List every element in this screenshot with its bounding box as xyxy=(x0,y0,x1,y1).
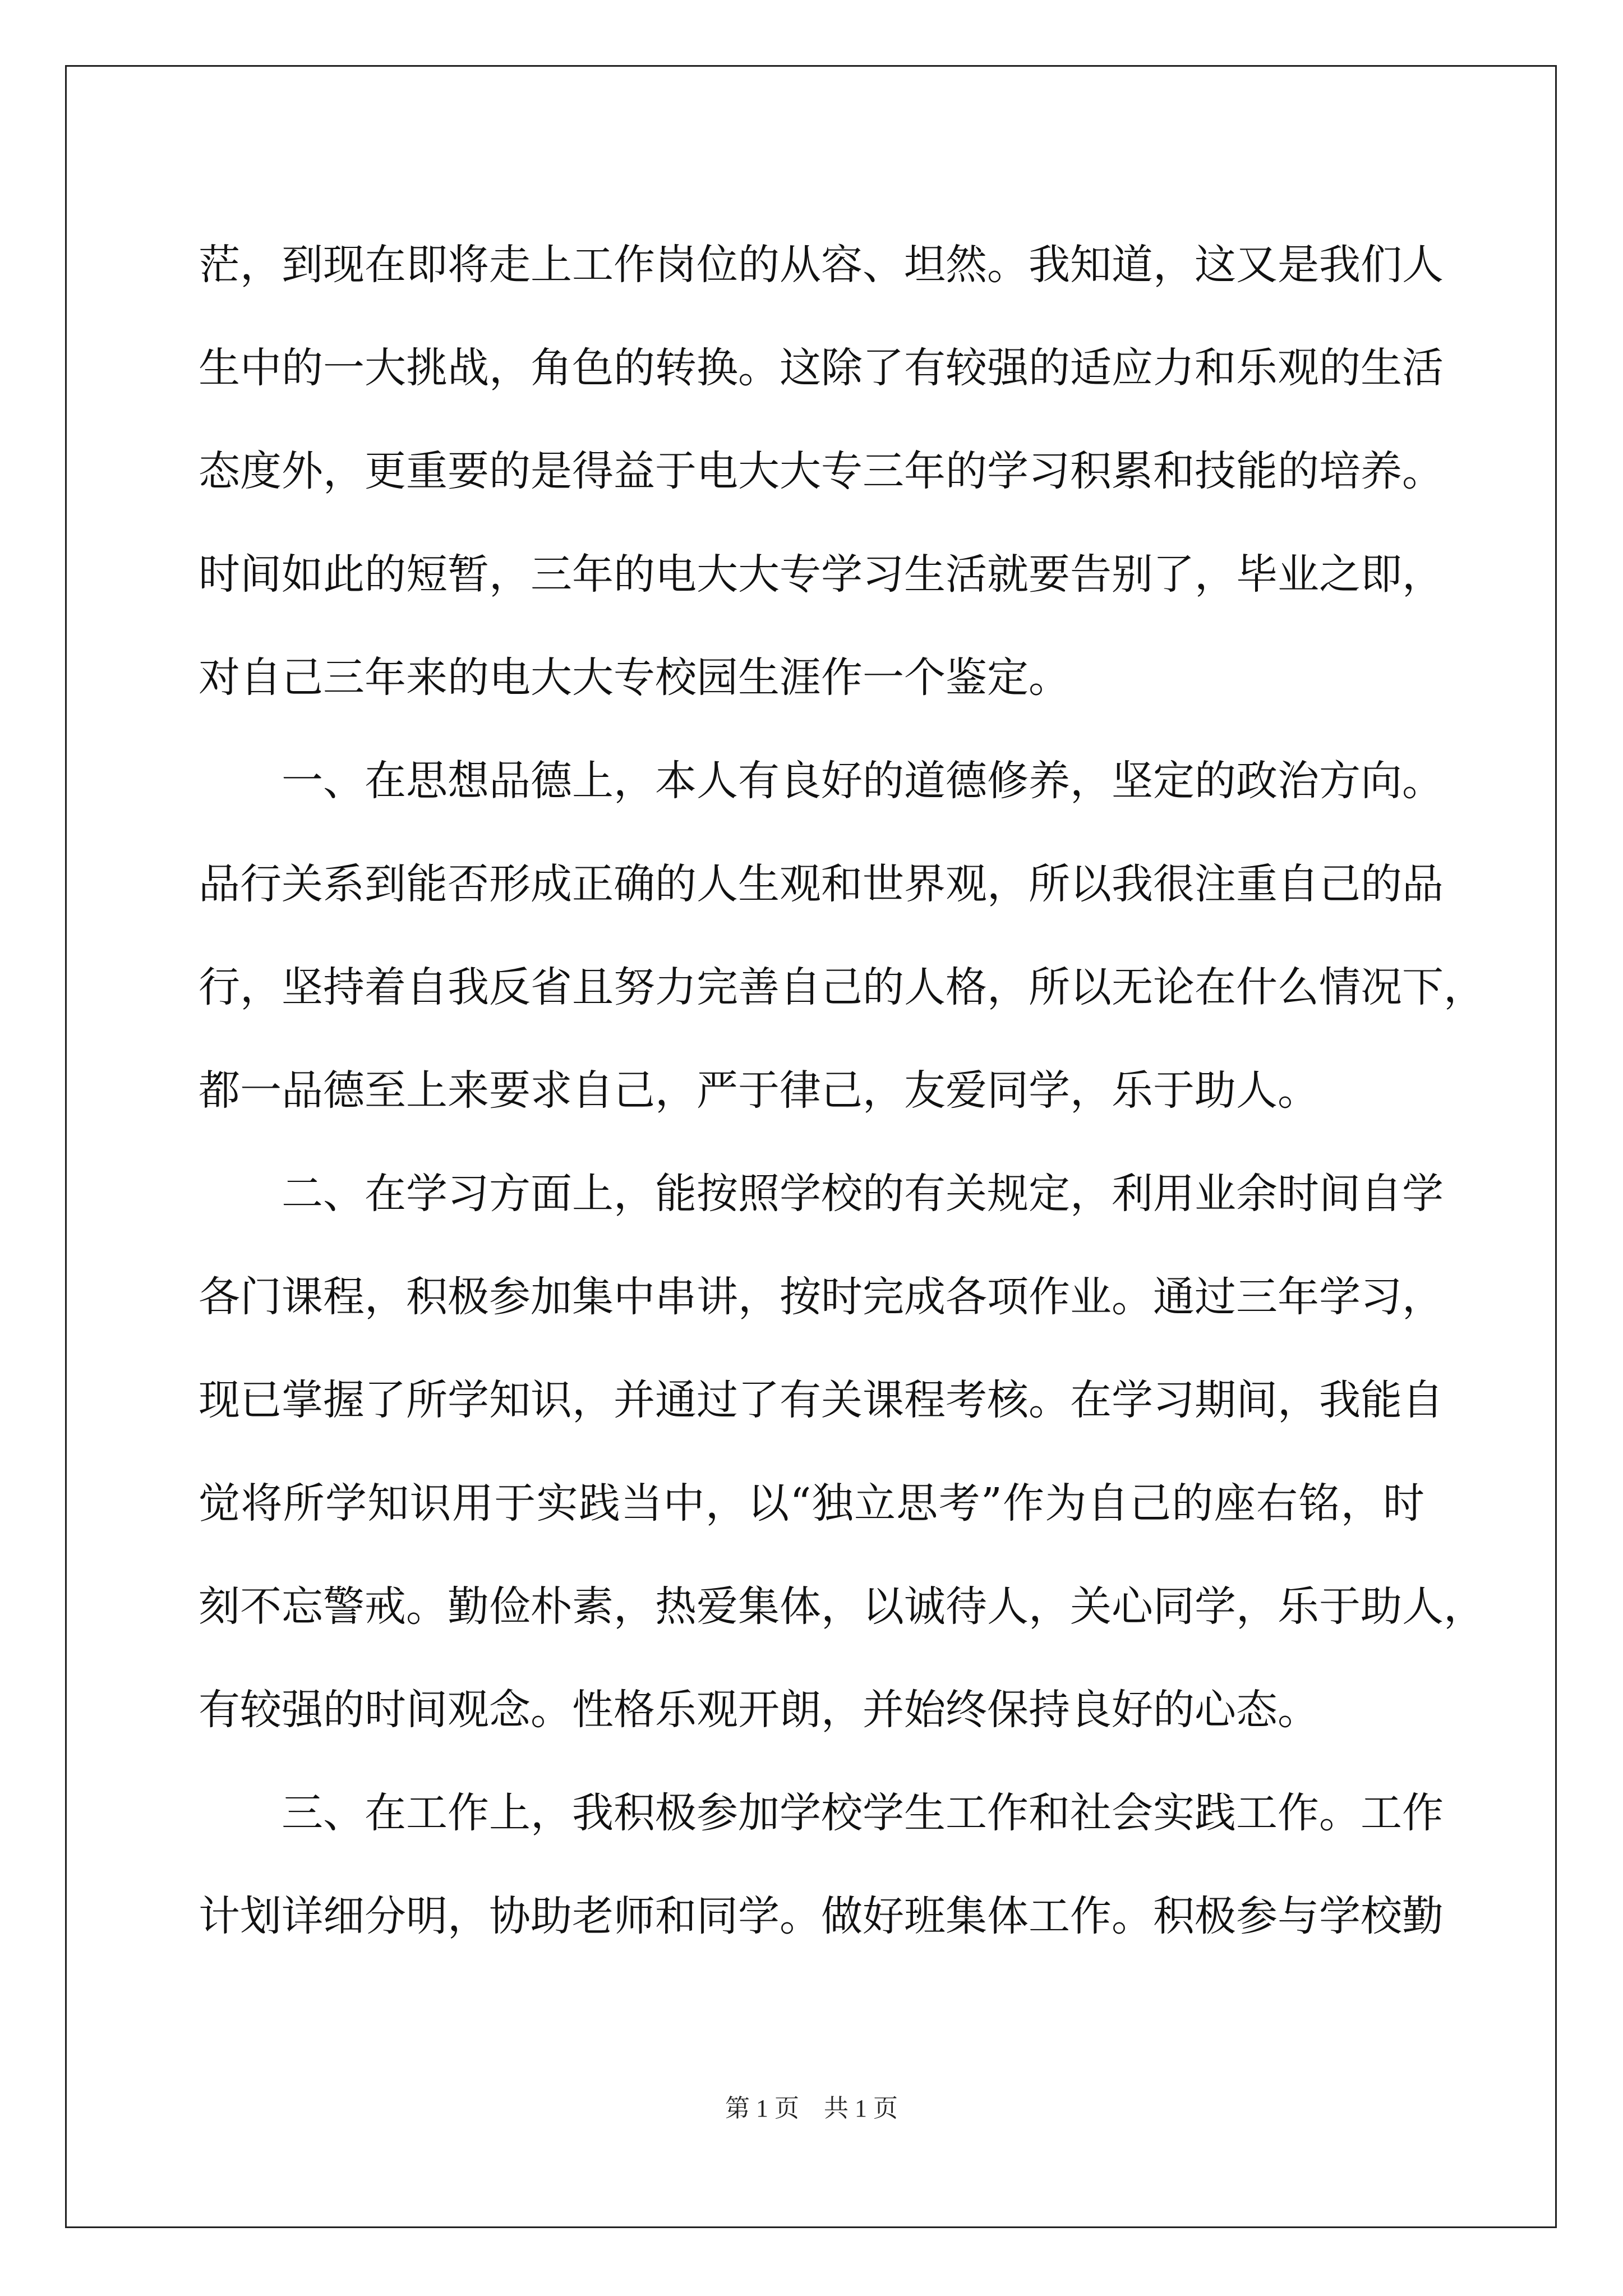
text-line: 生中的一大挑战，角色的转换。这除了有较强的适应力和乐观的生活 xyxy=(199,344,1444,392)
text-line: 有较强的时间观念。性格乐观开朗，并始终保持良好的心态。 xyxy=(199,1686,1319,1734)
text-line: 一、在思想品德上，本人有良好的道德修养，坚定的政治方向。 xyxy=(282,757,1444,805)
text-line: 现已掌握了所学知识，并通过了有关课程考核。在学习期间，我能自 xyxy=(199,1376,1444,1424)
document-body xyxy=(199,213,1485,1968)
text-line: 品行关系到能否形成正确的人生观和世界观，所以我很注重自己的品 xyxy=(199,860,1444,908)
text-line: 都一品德至上来要求自己，严于律己，友爱同学，乐于助人。 xyxy=(199,1066,1319,1115)
text-line: 行，坚持着自我反省且努力完善自己的人格，所以无论在什么情况下， xyxy=(199,963,1485,1011)
text-line: 时间如此的短暂，三年的电大大专学习生活就要告别了，毕业之即， xyxy=(199,550,1444,599)
text-line: 二、在学习方面上，能按照学校的有关规定，利用业余时间自学 xyxy=(282,1170,1444,1218)
text-line: 各门课程，积极参加集中串讲，按时完成各项作业。通过三年学习， xyxy=(199,1273,1444,1321)
text-line: 计划详细分明，协助老师和同学。做好班集体工作。积极参与学校勤 xyxy=(199,1892,1444,1940)
page-footer: 第 1 页 共 1 页 xyxy=(725,2095,898,2122)
text-line: 态度外，更重要的是得益于电大大专三年的学习积累和技能的培养。 xyxy=(199,447,1444,495)
text-line: 对自己三年来的电大大专校园生涯作一个鉴定。 xyxy=(199,654,1070,702)
text-line: 刻不忘警戒。勤俭朴素，热爱集体，以诚待人，关心同学，乐于助人， xyxy=(199,1582,1485,1631)
text-line: 茫，到现在即将走上工作岗位的从容、坦然。我知道，这又是我们人 xyxy=(199,241,1444,289)
text-line: 三、在工作上，我积极参加学校学生工作和社会实践工作。工作 xyxy=(282,1789,1444,1837)
text-line: 觉将所学知识用于实践当中，以“独立思考”作为自己的座右铭，时 xyxy=(199,1479,1424,1527)
